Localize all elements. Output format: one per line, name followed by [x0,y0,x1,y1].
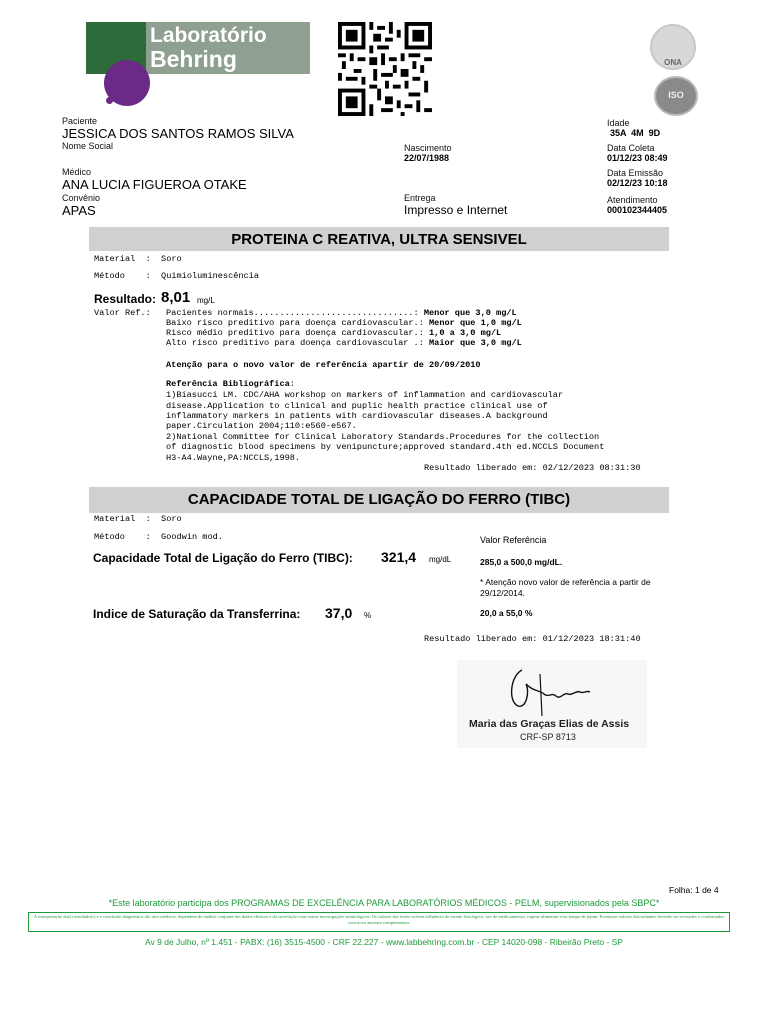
exam1-liberado: Resultado liberado em: 02/12/2023 08:31:30 [424,463,641,473]
data-emissao-value: 02/12/23 10:18 [607,178,668,188]
exam1-ref-biblio-1: disease.Application to clinical and puplic health practice clinical use of [166,401,548,411]
data-coleta-value: 01/12/23 08:49 [607,153,668,163]
exam1-ref-biblio-2: inflammatory markers in patients with cardiovascular diseases.A background [166,411,548,421]
nome-social-label: Nome Social [62,141,114,151]
disclaimer-text: A interpretação do(s) resultado(s) e a conclusão diagnóstica são atos médicos, dependem de análise conjunta dos dados clínicos e da correlação com outras investigações semiológicas. Os valores dos testes sofrem influência do estado fisiológico, uso de medicamentos, regime alimentar e/ou tempo de jejum. Eventuais valores discordantes deverão ser revisados e confirmados com nova amostra complementar. [33,914,725,925]
pelm-notice: *Este laboratório participa dos PROGRAMAS DE EXCELÊNCIA PARA LABORATÓRIOS MÉDICOS - PELM, supervisionados pela SBPC* [108,898,660,908]
exam1-resultado-value: 8,01 [161,289,191,306]
tibc-value: 321,4 [381,549,417,565]
exam1-material: Material : Soro [94,254,182,264]
exam1-title: PROTEINA C REATIVA, ULTRA SENSIVEL [89,227,669,251]
entrega-value: Impresso e Internet [404,203,508,217]
logo-text-line1: Laboratório [150,24,267,47]
data-emissao-label: Data Emissão [607,168,664,178]
exam1-resultado-unit: mg/L [197,296,215,305]
disclaimer-box [28,912,730,932]
logo-text-line2: Behring [150,46,237,72]
address: Av 9 de Julho, nº 1.451 - PABX: (16) 3515-4500 - CRF 22.227 - www.labbehring.com.br - CEP 14020-098 - Ribeirão Preto - SP [145,937,623,947]
iso-badge-icon: ISO [654,76,698,116]
atendimento-label: Atendimento [607,195,658,205]
idade-value: 35A 4M 9D [610,128,661,138]
medico-name: ANA LUCIA FIGUEROA OTAKE [62,177,247,192]
nascimento-value: 22/07/1988 [404,153,450,163]
exam2-material: Material : Soro [94,514,182,524]
nascimento-label: Nascimento [404,143,452,153]
ist-label: Indice de Saturação da Transferrina: [93,607,301,621]
convenio-label: Convênio [62,193,101,203]
data-coleta-label: Data Coleta [607,143,655,153]
exam1-ref-biblio-label: Referência Bibliográfica: [166,379,295,389]
folha: Folha: 1 de 4 [669,885,719,895]
tibc-unit: mg/dL [429,555,452,564]
atendimento-value: 000102344405 [607,205,668,215]
exam1-ref-biblio-0: 1)Biasucci LM. CDC/AHA workshop on markers of inflammation and cardiovascular [166,390,564,400]
exam2-metodo: Método : Goodwin mod. [94,532,223,542]
tibc-label: Capacidade Total de Ligação do Ferro (TIBC): [93,551,353,565]
exam1-ref-row-1: Baixo risco preditivo para doença cardiovascular.: Menor que 1,0 mg/L [166,318,522,328]
exam1-ref-biblio-3: paper.Circulation 2004;110:e560-e567. [166,421,357,431]
signature-icon [500,662,600,718]
exam1-metodo: Método : Quimioluminescência [94,271,260,281]
paciente-name: JESSICA DOS SANTOS RAMOS SILVA [62,126,294,141]
ist-unit: % [364,611,372,620]
exam1-ref-row-3: Alto risco preditivo para doença cardiovascular .: Maior que 3,0 mg/L [166,338,522,348]
exam1-ref-row-2: Risco médio preditivo para doença cardiovascular.: 1,0 a 3,0 mg/L [166,328,502,338]
tibc-note: * Atenção novo valor de referência a partir de 29/12/2014. [480,577,651,598]
tibc-ref: 285,0 a 500,0 mg/dL. [480,557,563,567]
exam1-ref-biblio-4: 2)National Committee for Clinical Laboratory Standards.Procedures for the collection [166,432,600,442]
signature-name: Maria das Graças Elias de Assis [469,718,630,730]
qr-code-icon [337,22,433,116]
convenio-value: APAS [62,203,96,218]
exam1-ref-biblio-6: H3-A4.Wayne,PA:NCCLS,1998. [166,453,301,463]
signature-crf: CRF-SP 8713 [520,732,576,742]
idade-label: Idade [607,118,630,128]
exam2-title: CAPACIDADE TOTAL DE LIGAÇÃO DO FERRO (TIBC) [89,487,669,513]
ist-value: 37,0 [325,605,353,621]
exam1-valor-ref-label: Valor Ref.: [94,308,151,318]
exam2-valor-ref-header: Valor Referência [480,535,547,545]
entrega-label: Entrega [404,193,436,203]
exam1-atencao: Atenção para o novo valor de referência apartir de 20/09/2010 [166,360,481,370]
exam1-ref-biblio-5: of diagnostic blood specimens by venipuncture;approved standard.4th ed.NCCLS Document [166,442,605,452]
ist-ref: 20,0 a 55,0 % [480,608,533,618]
logo-purple-dot [106,97,113,104]
exam2-liberado: Resultado liberado em: 01/12/2023 18:31:40 [424,634,641,644]
exam1-ref-row-0: Pacientes normais...............................: Menor que 3,0 mg/L [166,308,517,318]
paciente-label: Paciente [62,116,98,126]
ona-badge-icon: ONA [650,24,696,70]
medico-label: Médico [62,167,92,177]
exam1-resultado-label: Resultado: [94,292,157,306]
